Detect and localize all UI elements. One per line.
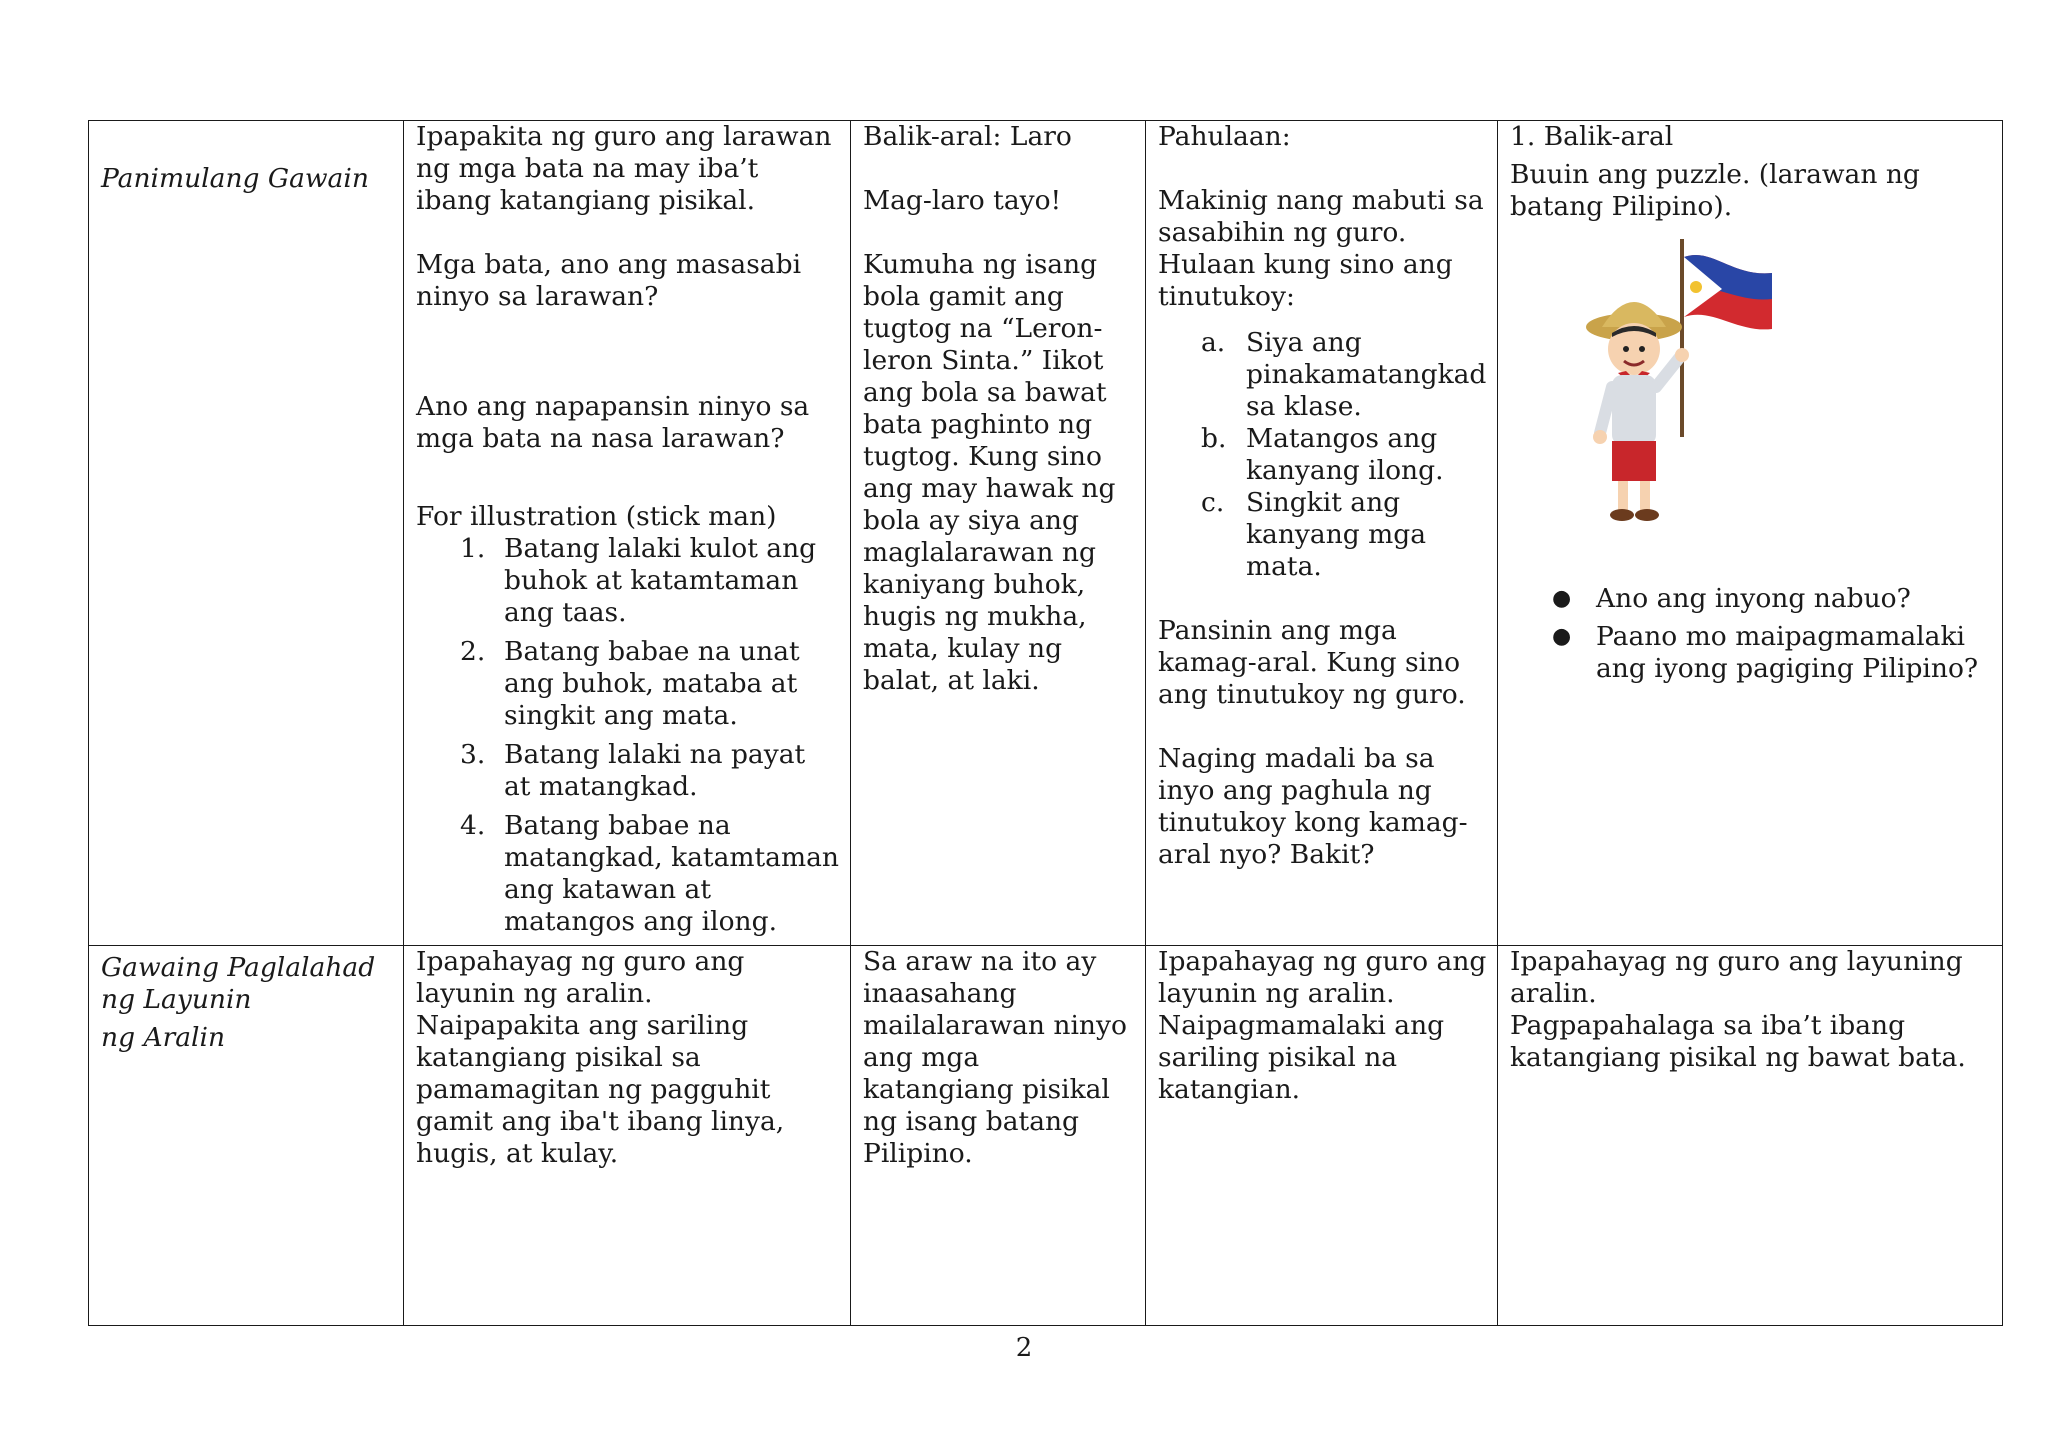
lesson-plan-table <box>88 120 2003 1326</box>
philippine-flag-icon <box>1682 239 1772 437</box>
list-letter: b. <box>1201 423 1227 454</box>
paragraph: Pansinin ang mga kamag-aral. Kung sino ang tinutukoy ng guro. <box>1158 615 1466 710</box>
list-item-text: Ano ang inyong nabuo? <box>1596 583 1911 614</box>
paragraph: For illustration (stick man) <box>416 501 777 532</box>
list-letter: a. <box>1201 327 1226 358</box>
list-item-text: Siya ang pinakamatangkad sa klase. <box>1246 327 1487 422</box>
list-item-text: Batang babae na unat ang buhok, mataba at singkit ang mata. <box>504 636 800 731</box>
list-item <box>1201 327 1487 423</box>
paragraph: Mga bata, ano ang masasabi ninyo sa larawan? <box>416 249 802 312</box>
paragraph: Mag-laro tayo! <box>863 185 1062 216</box>
bullet-icon: ● <box>1552 586 1572 611</box>
list-item <box>1201 487 1487 583</box>
table-row <box>89 946 2003 1326</box>
row-label-line: ng Layunin <box>101 984 252 1015</box>
cell-col2 <box>404 121 851 946</box>
row-label-line: Gawaing Paglalahad <box>101 952 376 983</box>
paragraph: Ipapahayag ng guro ang layunin ng aralin. Naipagmamalaki ang sariling pisikal na katangian. <box>1158 946 1487 1105</box>
child-figure <box>1586 302 1689 521</box>
cell-col2 <box>404 946 851 1326</box>
cell-col5 <box>1498 121 2003 946</box>
row-label-text: Panimulang Gawain <box>101 163 369 194</box>
list-number: 2. <box>460 636 486 667</box>
paragraph: Sa araw na ito ay inaasahang mailalarawan ninyo ang mga katangiang pisikal ng isang batang Pilipino. <box>863 946 1127 1169</box>
cell-col3 <box>851 946 1146 1326</box>
list-item <box>460 739 840 803</box>
row-label-line: ng Aralin <box>101 1022 226 1053</box>
row-label <box>89 946 404 1326</box>
paragraph: Buuin ang puzzle. (larawan ng batang Pilipino). <box>1510 159 1920 222</box>
cell-col4 <box>1146 946 1498 1326</box>
list-item-text: Batang lalaki na payat at matangkad. <box>504 739 806 802</box>
paragraph: Naging madali ba sa inyo ang paghula ng tinutukoy kong kamag-aral nyo? Bakit? <box>1158 743 1468 870</box>
list-item-text: Matangos ang kanyang ilong. <box>1246 423 1444 486</box>
paragraph: Makinig nang mabuti sa sasabihin ng guro. Hulaan kung sino ang tinutukoy: <box>1158 185 1484 312</box>
paragraph: 1. Balik-aral <box>1510 121 1674 152</box>
list-item <box>460 636 840 732</box>
paragraph: Ipapahayag ng guro ang layuning aralin. Pagpapahalaga sa iba’t ibang katangiang pisikal ng bawat bata. <box>1510 946 1966 1073</box>
list-item-text: Singkit ang kanyang mga mata. <box>1246 487 1427 582</box>
list-letter: c. <box>1201 487 1225 518</box>
list-number: 3. <box>460 739 486 770</box>
list-item-text: Paano mo maipagmamalaki ang iyong pagiging Pilipino? <box>1596 621 1979 684</box>
row-label <box>89 121 404 946</box>
list-item <box>460 533 840 629</box>
filipino-child-illustration <box>1572 237 1782 537</box>
list-item-text: Batang babae na matangkad, katamtaman ang katawan at matangos ang ilong. <box>504 810 839 937</box>
cell-col5 <box>1498 946 2003 1326</box>
cell-col3 <box>851 121 1146 946</box>
paragraph: Ipapakita ng guro ang larawan ng mga bata na may iba’t ibang katangiang pisikal. <box>416 121 832 216</box>
list-item <box>1201 423 1487 487</box>
list-number: 1. <box>460 533 486 564</box>
paragraph: Ipapahayag ng guro ang layunin ng aralin. Naipapakita ang sariling katangiang pisikal sa pamamagitan ng pagguhit gamit ang iba't ibang linya, hugis, at kulay. <box>416 946 785 1169</box>
table-row <box>89 121 2003 946</box>
paragraph: Balik-aral: Laro <box>863 121 1072 152</box>
paragraph: Kumuha ng isang bola gamit ang tugtog na “Leron-leron Sinta.” Iikot ang bola sa bawat bata paghinto ng tugtog. Kung sino ang may hawak ng bola ay siya ang maglalarawan ng kaniyang buhok, hugis ng mukha, mata, kulay ng balat, at laki. <box>863 249 1116 696</box>
bullet-icon: ● <box>1552 624 1572 649</box>
cell-col4 <box>1146 121 1498 946</box>
paragraph: Ano ang napapansin ninyo sa mga bata na nasa larawan? <box>416 391 810 454</box>
lettered-list <box>1158 327 1487 583</box>
paragraph: Pahulaan: <box>1158 121 1291 152</box>
list-number: 4. <box>460 810 486 841</box>
list-item-text: Batang lalaki kulot ang buhok at katamtaman ang taas. <box>504 533 817 628</box>
list-item <box>460 810 840 938</box>
numbered-list <box>416 533 840 938</box>
list-item <box>1552 621 1992 685</box>
bullet-list <box>1510 583 1992 685</box>
list-item <box>1552 583 1992 615</box>
page-number: 2 <box>1015 1333 1033 1363</box>
